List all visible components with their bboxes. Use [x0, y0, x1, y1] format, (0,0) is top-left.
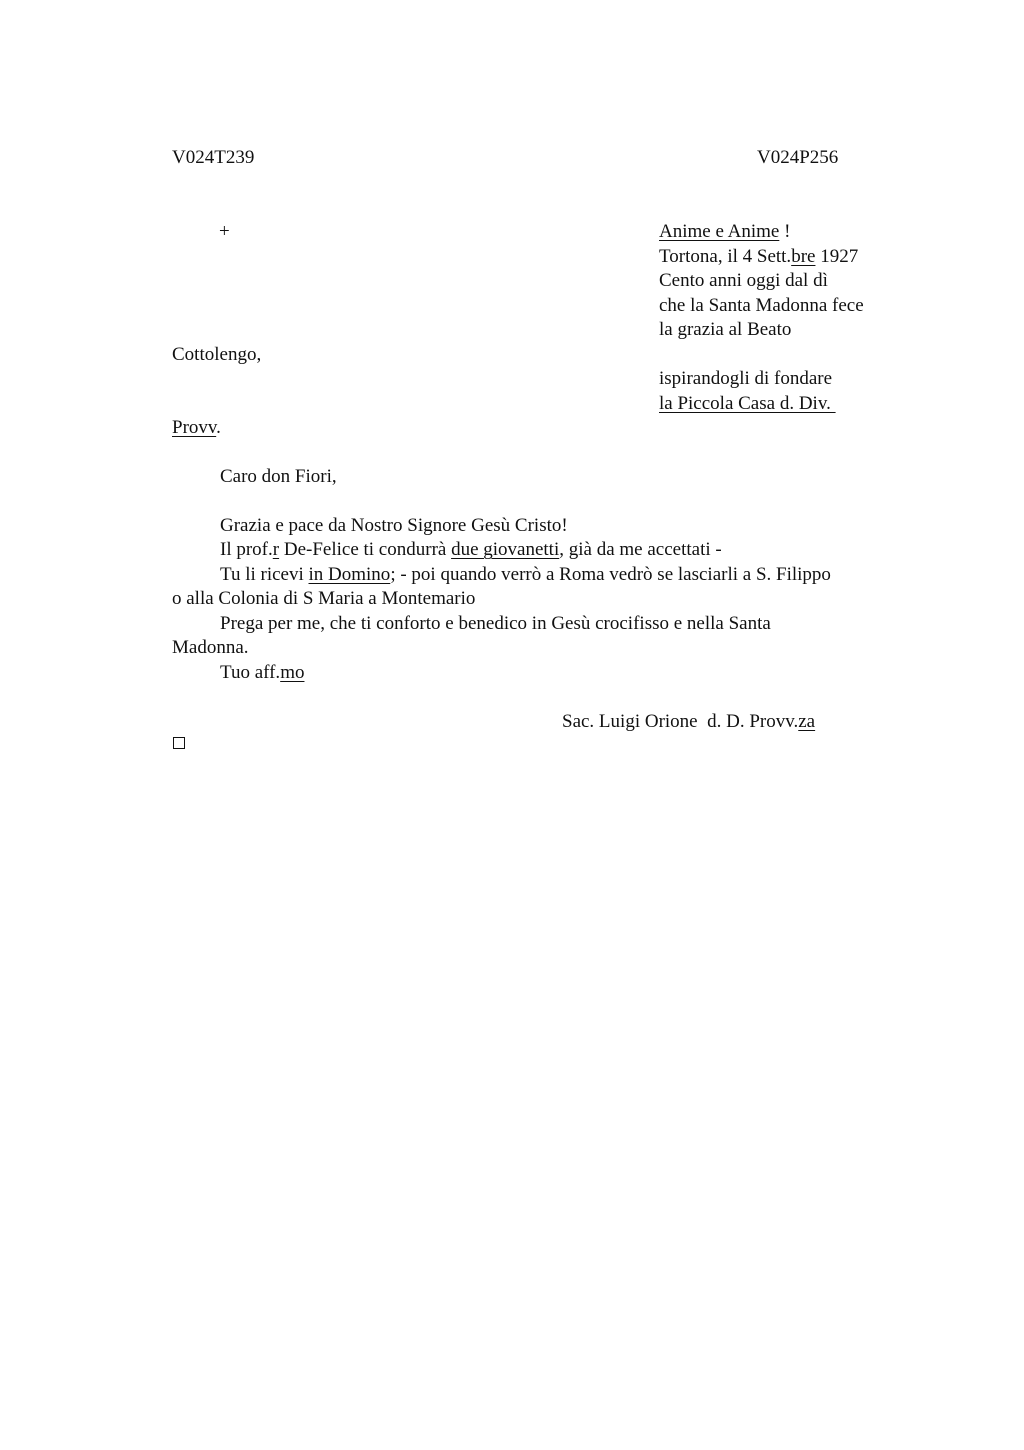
- closing-text: Tuo aff.: [220, 662, 281, 683]
- heading-line-1: [659, 220, 790, 245]
- closing-line: [220, 661, 304, 686]
- p2-text-a: Il prof.: [220, 539, 273, 560]
- p2-due-giovanetti: due giovanetti: [451, 539, 560, 560]
- heading-date-year: 1927: [815, 246, 859, 267]
- heading-piccola-casa: la Piccola Casa d. Div.: [659, 393, 836, 414]
- p2-superscript-r: r: [272, 539, 280, 560]
- p2-text-c: De-Felice ti condurrà: [279, 539, 452, 560]
- p3-text-c: ; - poi quando verrò a Roma vedrò se lasciarli a S. Filippo: [390, 564, 831, 585]
- heading-line-7: ispirandogli di fondare: [659, 368, 833, 389]
- header-left-code: V024T239: [172, 147, 255, 168]
- heading-line-8: [659, 392, 836, 417]
- heading-line-3: Cento anni oggi dal dì: [659, 270, 828, 291]
- heading-line-6: Cottolengo,: [172, 344, 262, 365]
- signature-za: za: [798, 711, 816, 732]
- heading-line-9: [172, 416, 221, 441]
- body-paragraph-1: Grazia e pace da Nostro Signore Gesù Cristo!: [220, 515, 568, 536]
- salutation: Caro don Fiori,: [220, 466, 337, 487]
- body-paragraph-4-line-2: Madonna.: [172, 637, 249, 658]
- heading-date-abbr: bre: [791, 246, 816, 267]
- heading-line-2: [659, 245, 858, 270]
- body-paragraph-2: [220, 538, 722, 563]
- heading-line-5: la grazia al Beato: [659, 319, 792, 340]
- heading-exclaim: !: [779, 221, 791, 242]
- body-paragraph-4: Prega per me, che ti conforto e benedico in Gesù crocifisso e nella Santa: [220, 613, 771, 634]
- heading-anime: Anime e Anime: [659, 221, 780, 242]
- checkbox-square-icon: [173, 737, 185, 749]
- heading-provv: Provv: [172, 417, 217, 438]
- body-paragraph-3-line-2: o alla Colonia di S Maria a Montemario: [172, 588, 476, 609]
- body-paragraph-3: [220, 563, 831, 588]
- heading-date-prefix: Tortona, il 4 Sett.: [659, 246, 792, 267]
- signature: [562, 710, 815, 735]
- heading-line-4: che la Santa Madonna fece: [659, 295, 864, 316]
- signature-text: Sac. Luigi Orione d. D. Provv.: [562, 711, 799, 732]
- cross-mark: +: [219, 221, 230, 242]
- p3-text-a: Tu li ricevi: [220, 564, 309, 585]
- heading-provv-dot: .: [216, 417, 221, 438]
- header-right-code: V024P256: [757, 147, 839, 168]
- p2-text-e: , già da me accettati -: [559, 539, 722, 560]
- p3-in-domino: in Domino: [308, 564, 391, 585]
- closing-mo: mo: [280, 662, 305, 683]
